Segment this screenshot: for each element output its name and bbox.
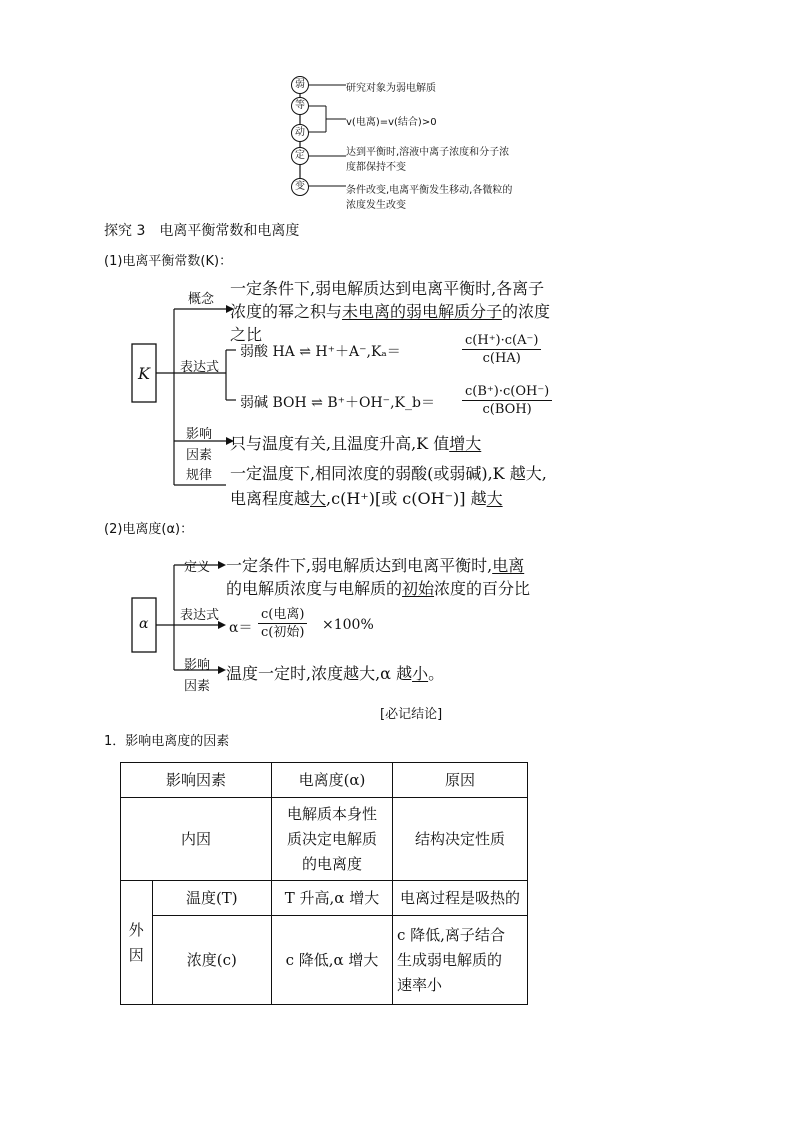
equal-dynamic-text: v(电离)=v(结合)>0 [346, 117, 437, 128]
circle-change: 变 [291, 178, 309, 196]
temperature-degree: T 升高,α 增大 [272, 881, 393, 916]
concentration-reason-line: c 降低,离子结合 [397, 925, 505, 944]
k-diagram-lines [130, 280, 240, 490]
change-text-2: 浓度发生改变 [346, 200, 406, 211]
concentration-degree: c 降低,α 增大 [272, 916, 393, 1005]
k-concept-text-1: 一定条件下,弱电解质达到电离平衡时,各离子 [230, 279, 545, 298]
header-reason: 原因 [393, 763, 528, 798]
internal-label: 内因 [121, 798, 272, 881]
alpha-symbol: α [139, 616, 149, 632]
concentration-reason [393, 916, 528, 1005]
external-label-char: 外 [128, 920, 144, 939]
k-base-fraction [462, 383, 552, 418]
k-rule-text-2: 电离程度越大,c(H⁺)[或 c(OH⁻)] 越大 [230, 489, 503, 508]
external-label [121, 881, 153, 1005]
k-acid-numerator: c(H⁺)·c(A⁻) [462, 332, 541, 350]
circle-fixed: 定 [291, 147, 309, 165]
fixed-text-2: 度都保持不变 [346, 162, 406, 173]
k-acid-fraction [462, 332, 541, 367]
alpha-expr-denominator: c(初始) [261, 625, 305, 640]
k-factor-label-2: 因素 [186, 448, 213, 463]
table-row [121, 881, 528, 916]
concentration-label: 浓度(c) [152, 916, 271, 1005]
header-factor: 影响因素 [121, 763, 272, 798]
circle-dynamic: 动 [291, 124, 309, 142]
internal-degree-line: 的电离度 [301, 854, 362, 873]
alpha-expr-prefix: α＝ [229, 620, 253, 636]
alpha-def-text-2: 的电解质浓度与电解质的初始浓度的百分比 [226, 579, 531, 598]
weak-text: 研究对象为弱电解质 [346, 83, 436, 94]
k-acid-expr: 弱酸 HA ⇌ H⁺＋A⁻,Kₐ＝ [240, 344, 401, 360]
alpha-expr-numerator: c(电离) [258, 606, 307, 624]
internal-degree-line: 质决定电解质 [286, 829, 377, 848]
alpha-def-text-1: 一定条件下,弱电解质达到电离平衡时,电离 [226, 556, 525, 575]
k-rule-label: 规律 [186, 468, 213, 483]
alpha-expr-label: 表达式 [180, 608, 220, 623]
k-base-numerator: c(B⁺)·c(OH⁻) [462, 383, 552, 401]
circle-weak: 弱 [291, 76, 309, 94]
factors-table [120, 762, 528, 1005]
fixed-text-1: 达到平衡时,溶液中离子浓度和分子浓 [346, 147, 510, 158]
internal-degree [272, 798, 393, 881]
k-subheading: (1)电离平衡常数(K)： [104, 254, 233, 269]
concentration-reason-line: 速率小 [397, 975, 443, 994]
section-heading: 探究 3 电离平衡常数和电离度 [104, 223, 300, 239]
k-concept-text-2: 浓度的幂之积与未电离的弱电解质分子的浓度 [230, 302, 551, 321]
change-text-1: 条件改变,电离平衡发生移动,各微粒的 [346, 185, 513, 196]
k-factor-label-1: 影响 [186, 427, 213, 442]
k-rule-text-1: 一定温度下,相同浓度的弱酸(或弱碱),K 越大, [230, 464, 547, 483]
table-row [121, 798, 528, 881]
k-base-denominator: c(BOH) [482, 402, 532, 417]
conclusion-tag: [必记结论] [380, 707, 443, 722]
k-factor-text: 只与温度有关,且温度升高,K 值增大 [230, 434, 482, 453]
temperature-reason: 电离过程是吸热的 [393, 881, 528, 916]
k-base-expr: 弱碱 BOH ⇌ B⁺＋OH⁻,K_b＝ [240, 395, 435, 411]
circle-equal: 等 [291, 97, 309, 115]
alpha-def-label: 定义 [184, 560, 211, 575]
alpha-expr-fraction [258, 606, 307, 641]
external-label-char: 因 [128, 945, 144, 964]
header-degree: 电离度(α) [272, 763, 393, 798]
k-concept-label: 概念 [188, 292, 215, 307]
internal-reason: 结构决定性质 [393, 798, 528, 881]
top-diagram-lines [280, 72, 350, 202]
alpha-factor-label-1: 影响 [184, 658, 211, 673]
concentration-reason-line: 生成弱电解质的 [397, 950, 503, 969]
k-symbol: K [138, 364, 150, 383]
internal-degree-line: 电解质本身性 [286, 804, 377, 823]
alpha-expr-suffix: ×100% [322, 617, 374, 633]
alpha-subheading: (2)电离度(α)： [104, 522, 194, 537]
k-acid-denominator: c(HA) [482, 351, 521, 366]
k-concept-text-3: 之比 [230, 325, 263, 344]
temperature-label: 温度(T) [152, 881, 271, 916]
table-row [121, 916, 528, 1005]
conclusion-item-1: 1．影响电离度的因素 [104, 734, 230, 749]
k-expr-label: 表达式 [180, 360, 220, 375]
alpha-factor-text: 温度一定时,浓度越大,α 越小。 [226, 664, 445, 683]
table-header-row [121, 763, 528, 798]
alpha-factor-label-2: 因素 [184, 679, 211, 694]
